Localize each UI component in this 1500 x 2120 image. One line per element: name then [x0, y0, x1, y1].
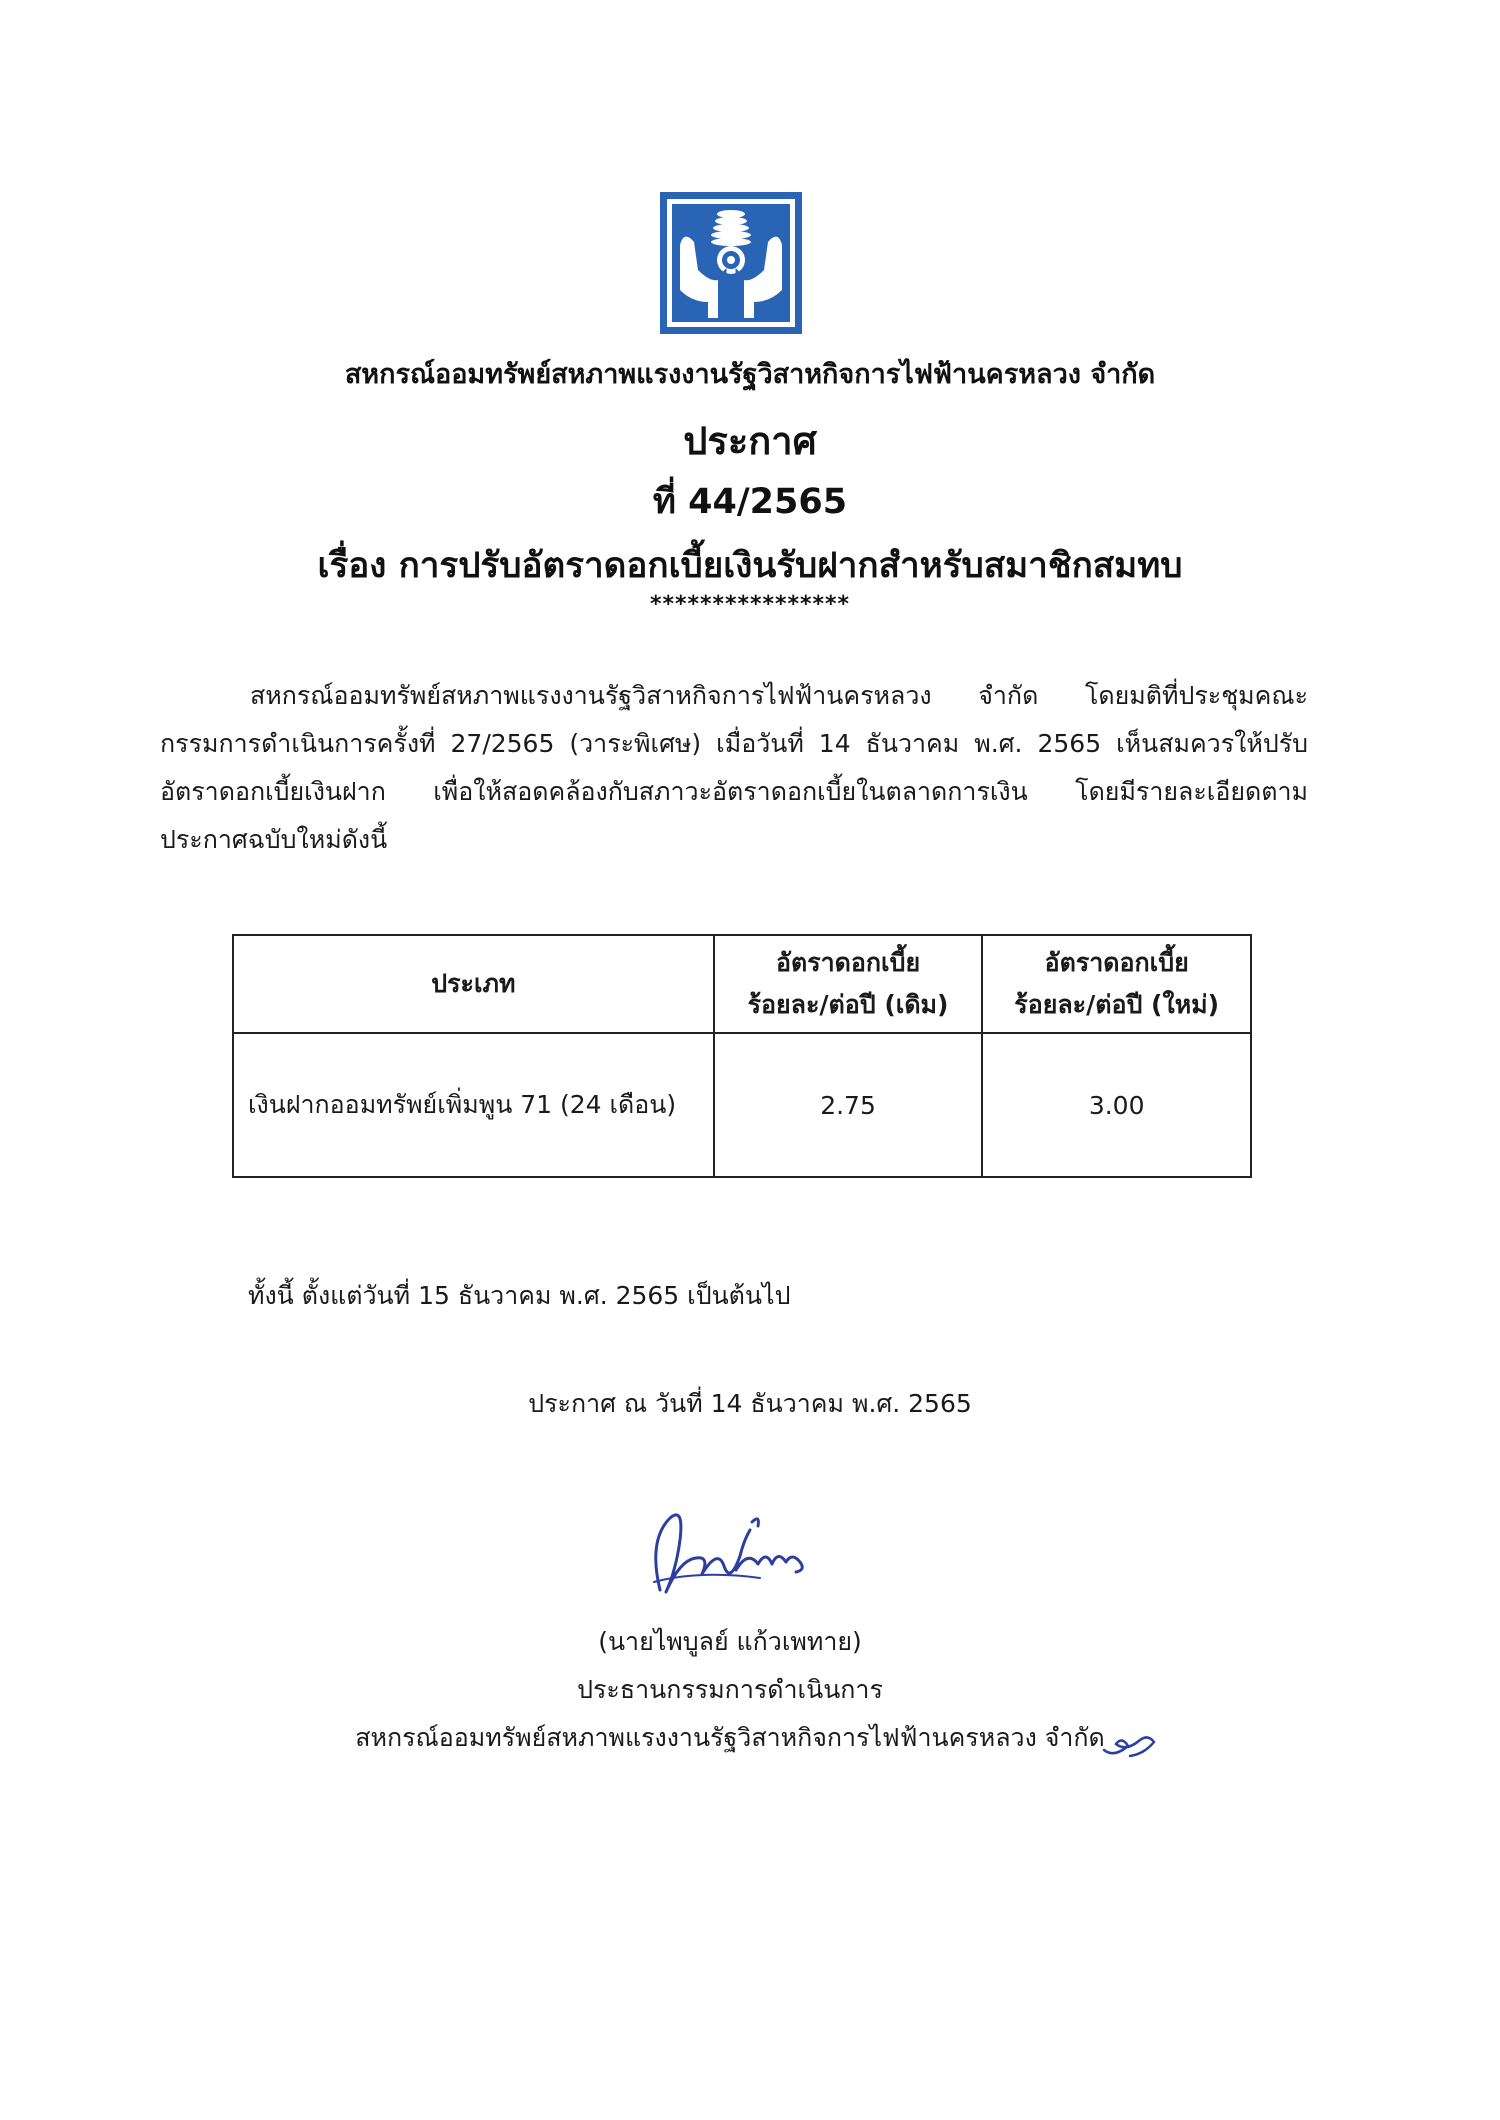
announcement-number: ที่ 44/2565 — [652, 482, 848, 522]
handwritten-signature — [640, 1500, 810, 1610]
signatory-organization: สหกรณ์ออมทรัพย์สหภาพแรงงานรัฐวิสาหกิจการไฟฟ้านครหลวง จำกัด — [355, 1723, 1105, 1752]
header-new-rate — [982, 935, 1251, 1033]
body-paragraph: สหกรณ์ออมทรัพย์สหภาพแรงงานรัฐวิสาหกิจการไฟฟ้านครหลวง จำกัด โดยมติที่ประชุมคณะกรรมการดำเนินการครั้งที่ 27/2565 (วาระพิเศษ) เมื่อวันที่ 14 ธันวาคม พ.ศ. 2565 เห็นสมควรให้ปรับอัตราดอกเบี้ยเงินฝาก เพื่อให้สอดคล้องกับสภาวะอัตราดอกเบี้ยในตลาดการเงิน โดยมีรายละเอียดตามประกาศฉบับใหม่ดังนี้ — [160, 681, 1308, 854]
cooperative-logo — [658, 190, 804, 336]
organization-name: สหกรณ์ออมทรัพย์สหภาพแรงงานรัฐวิสาหกิจการไฟฟ้านครหลวง จำกัด — [344, 359, 1156, 390]
header-new-line2: ร้อยละ/ต่อปี (ใหม่) — [1014, 990, 1220, 1019]
announcement-subject: เรื่อง การปรับอัตราดอกเบี้ยเงินรับฝากสำหรับสมาชิกสมทบ — [317, 546, 1183, 586]
header-old-rate — [714, 935, 983, 1033]
initial-mark — [1100, 1722, 1160, 1762]
declaration-date: ประกาศ ณ วันที่ 14 ธันวาคม พ.ศ. 2565 — [528, 1389, 972, 1418]
header-old-line2: ร้อยละ/ต่อปี (เดิม) — [747, 990, 949, 1019]
cell-old-rate: 2.75 — [714, 1033, 983, 1177]
table-header-row — [233, 935, 1251, 1033]
effective-date: ทั้งนี้ ตั้งแต่วันที่ 15 ธันวาคม พ.ศ. 2565 เป็นต้นไป — [248, 1281, 791, 1310]
interest-rate-table — [232, 934, 1252, 1178]
header-old-line1: อัตราดอกเบี้ย — [775, 948, 921, 977]
header-new-line1: อัตราดอกเบี้ย — [1044, 948, 1189, 977]
announcement-title: ประกาศ — [683, 419, 817, 463]
signatory-name: (นายไพบูลย์ แก้วเพทาย) — [598, 1627, 862, 1656]
header-type: ประเภท — [233, 935, 714, 1033]
table-row — [233, 1033, 1251, 1177]
cell-deposit-type: เงินฝากออมทรัพย์เพิ่มพูน 71 (24 เดือน) — [233, 1033, 714, 1177]
cell-new-rate: 3.00 — [982, 1033, 1251, 1177]
separator: **************** — [649, 592, 851, 617]
signatory-position: ประธานกรรมการดำเนินการ — [577, 1675, 883, 1704]
